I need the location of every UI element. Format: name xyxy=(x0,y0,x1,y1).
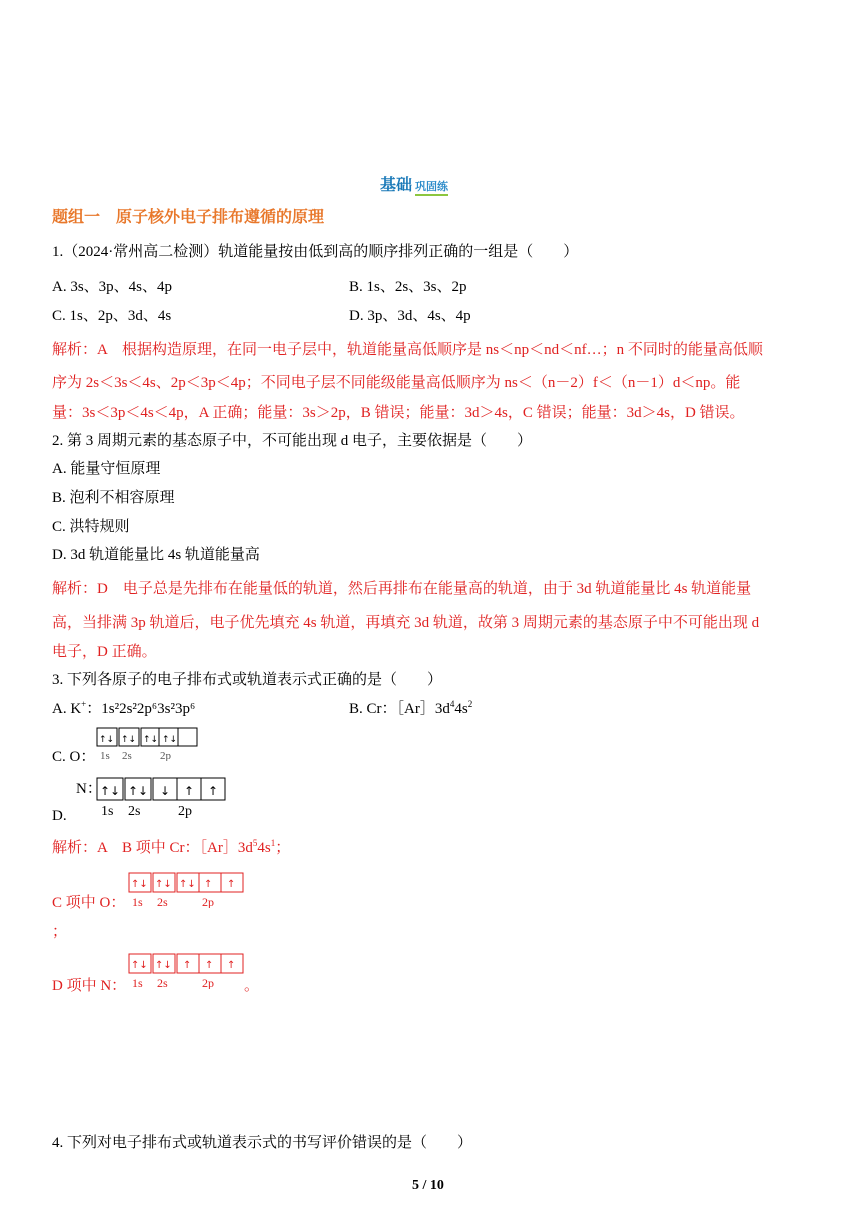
svg-text:↑: ↑ xyxy=(227,960,236,971)
svg-text:1s: 1s xyxy=(132,895,143,908)
q3-option-d-prefix: N： xyxy=(76,781,102,797)
q3-option-b xyxy=(349,699,472,719)
q3-analysis-semicolon: ； xyxy=(52,924,68,940)
q3-option-a-charge: + xyxy=(81,699,87,709)
q2-analysis-line-1: 解析：D 电子总是先排布在能量低的轨道，然后再排布在能量高的轨道，由于 3d 轨道能量比 4s 轨道能量 xyxy=(52,581,752,597)
q3-analysis-d-orbital-diagram xyxy=(128,953,246,989)
orb-label-1s: 1s xyxy=(100,750,110,761)
svg-text:↑↓: ↑↓ xyxy=(100,784,121,798)
svg-text:2p: 2p xyxy=(202,976,214,989)
svg-text:↑: ↑ xyxy=(205,960,214,971)
q3-option-a-label: A. K xyxy=(52,701,82,717)
q3-analysis-d-label: D 项中 N： xyxy=(52,978,127,994)
q2-stem: 2. 第 3 周期元素的基态原子中，不可能出现 d 电子，主要依据是（ ） xyxy=(52,433,533,449)
q3-option-b-sup1: 4 xyxy=(449,699,455,709)
q1-option-a: A. 3s、3p、4s、4p xyxy=(52,279,173,295)
q1-analysis-line-1: 解析：A 根据构造原理，在同一电子层中，轨道能量高低顺序是 ns＜np＜nd＜nf…；n 不同时的能量高低顺 xyxy=(52,342,763,358)
section-badge xyxy=(380,172,448,195)
q3-analysis-sup2: 1 xyxy=(270,838,276,848)
svg-text:↑: ↑ xyxy=(227,879,236,890)
badge-main: 基础 xyxy=(380,177,413,194)
q2-analysis-line-3: 电子，D 正确。 xyxy=(52,644,157,660)
q3-analysis-head: 解析：A B 项中 Cr：［Ar］3d xyxy=(52,840,253,856)
svg-text:↑: ↑ xyxy=(208,784,219,798)
svg-text:2s: 2s xyxy=(157,895,168,908)
q3-option-a-config: ：1s²2s²2p⁶3s²3p⁶ xyxy=(86,701,196,717)
q3-option-c-label: C. O： xyxy=(52,749,96,765)
svg-text:↓: ↓ xyxy=(160,784,171,798)
q3-option-d-label: D. xyxy=(52,808,67,824)
q4-stem: 4. 下列对电子排布式或轨道表示式的书写评价错误的是（ ） xyxy=(52,1135,473,1151)
svg-text:↑↓: ↑↓ xyxy=(155,879,172,890)
q3-analysis-sup1: 5 xyxy=(252,838,258,848)
q2-option-a: A. 能量守恒原理 xyxy=(52,461,161,477)
badge-sub: 巩固练 xyxy=(415,181,448,196)
svg-text:↑↓: ↑↓ xyxy=(121,735,137,745)
group-title: 题组一 原子核外电子排布遵循的原理 xyxy=(52,209,325,226)
svg-text:↑↓: ↑↓ xyxy=(179,879,196,890)
svg-text:2p: 2p xyxy=(178,804,192,819)
q3-analysis-c-label: C 项中 O： xyxy=(52,895,126,911)
svg-text:2s: 2s xyxy=(122,750,132,761)
q2-option-c: C. 洪特规则 xyxy=(52,519,130,535)
svg-text:2p: 2p xyxy=(160,750,171,761)
q3-option-d-orbital-diagram xyxy=(96,777,228,819)
q3-option-c-orbital-diagram xyxy=(96,727,200,761)
svg-text:↑↓: ↑↓ xyxy=(131,960,148,971)
q3-analysis-period: 。 xyxy=(244,978,260,994)
svg-text:1s: 1s xyxy=(101,804,114,819)
q3-analysis-mid: 4s xyxy=(257,840,271,856)
svg-text:↑: ↑ xyxy=(183,960,192,971)
q2-option-b: B. 泡利不相容原理 xyxy=(52,490,175,506)
svg-text:2s: 2s xyxy=(128,804,141,819)
svg-text:↑↓: ↑↓ xyxy=(131,879,148,890)
q1-option-b: B. 1s、2s、3s、2p xyxy=(349,279,467,295)
q3-option-b-mid: 4s xyxy=(454,701,468,717)
svg-text:↑↓: ↑↓ xyxy=(155,960,172,971)
page-number: 5 / 10 xyxy=(412,1178,444,1193)
q2-analysis-line-2: 高，当排满 3p 轨道后，电子优先填充 4s 轨道，再填充 3d 轨道，故第 3 周期元素的基态原子中不可能出现 d xyxy=(52,615,760,631)
svg-text:↑↓: ↑↓ xyxy=(99,735,115,745)
svg-text:↑↓: ↑↓ xyxy=(128,784,149,798)
q1-option-d: D. 3p、3d、4s、4p xyxy=(349,308,471,324)
q1-analysis-line-3: 量：3s＜3p＜4s＜4p，A 正确；能量：3s＞2p，B 错误；能量：3d＞4s，C 错误；能量：3d＞4s，D 错误。 xyxy=(52,405,745,421)
q1-stem: 1.（2024·常州高二检测）轨道能量按由低到高的顺序排列正确的一组是（ ） xyxy=(52,244,579,260)
q3-option-b-label: B. Cr：［Ar］3d xyxy=(349,701,450,717)
svg-text:↑↓: ↑↓ xyxy=(143,735,159,745)
q3-analysis-line-1 xyxy=(52,838,290,858)
q1-option-c: C. 1s、2p、3d、4s xyxy=(52,308,172,324)
svg-text:2p: 2p xyxy=(202,895,214,908)
q1-analysis-line-2: 序为 2s＜3s＜4s、2p＜3p＜4p；不同电子层不同能级能量高低顺序为 ns＜（n－2）f＜（n－1）d＜np。能 xyxy=(52,375,741,391)
q3-option-a xyxy=(52,699,195,719)
q2-option-d: D. 3d 轨道能量比 4s 轨道能量高 xyxy=(52,547,260,563)
svg-text:1s: 1s xyxy=(132,976,143,989)
svg-text:↑↓: ↑↓ xyxy=(162,735,178,745)
q3-analysis-c-orbital-diagram xyxy=(128,872,246,908)
svg-text:↑: ↑ xyxy=(184,784,195,798)
svg-text:↑: ↑ xyxy=(204,879,213,890)
q3-option-b-sup2: 2 xyxy=(467,699,473,709)
q3-analysis-tail: ； xyxy=(275,840,291,856)
svg-text:2s: 2s xyxy=(157,976,168,989)
q3-stem: 3. 下列各原子的电子排布式或轨道表示式正确的是（ ） xyxy=(52,672,443,688)
